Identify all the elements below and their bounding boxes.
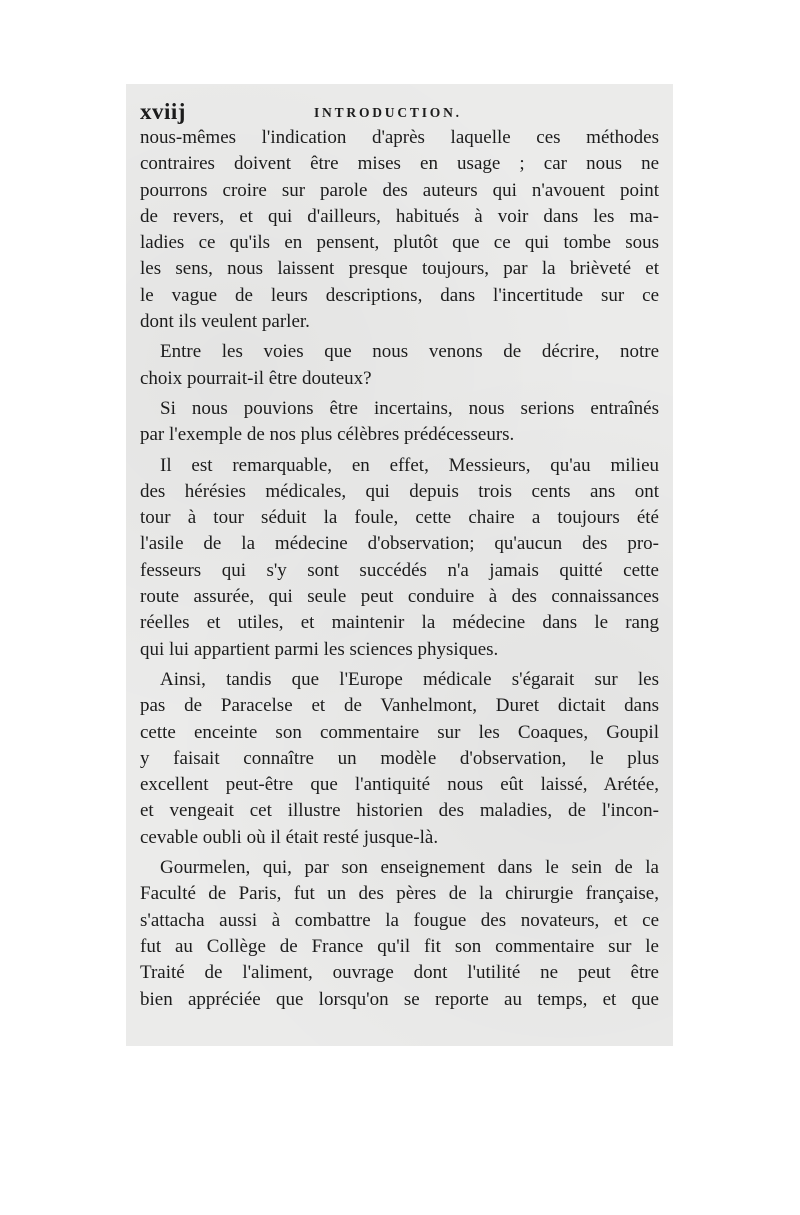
text-line: des hérésies médicales, qui depuis trois cents ans ont — [140, 480, 659, 502]
text-line: de revers, et qui d'ailleurs, habitués à voir dans les ma- — [140, 205, 659, 227]
text-line: Gourmelen, qui, par son enseignement dans le sein de la — [160, 857, 659, 879]
text-line: pourrons croire sur parole des auteurs qui n'avouent point — [140, 179, 659, 201]
text-line: bien appréciée que lorsqu'on se reporte au temps, et que — [140, 988, 659, 1010]
text-line: Ainsi, tandis que l'Europe médicale s'égarait sur les — [160, 668, 659, 690]
text-line: Faculté de Paris, fut un des pères de la chirurgie française, — [140, 883, 659, 905]
text-line: excellent peut-être que l'antiquité nous eût laissé, Arétée, — [140, 774, 659, 796]
text-line: ladies ce qu'ils en pensent, plutôt que ce qui tombe sous — [140, 232, 659, 254]
text-line: cevable oubli où il était resté jusque-là. — [140, 826, 439, 848]
text-line: et vengeait cet illustre historien des maladies, de l'incon- — [140, 800, 659, 822]
paragraph — [140, 855, 659, 1013]
page-number: xviij — [140, 99, 186, 124]
book-page — [126, 84, 673, 1046]
text-line: Traité de l'aliment, ouvrage dont l'utilité ne peut être — [140, 962, 659, 984]
paragraph — [140, 339, 659, 392]
text-line: l'asile de la médecine d'observation; qu'aucun des pro- — [140, 533, 659, 555]
paragraph — [140, 667, 659, 851]
text-line: contraires doivent être mises en usage ; car nous ne — [140, 153, 659, 175]
text-line: y faisait connaître un modèle d'observation, le plus — [140, 747, 659, 769]
body-text — [140, 125, 659, 1013]
running-head — [140, 101, 659, 125]
text-line: fut au Collège de France qu'il fit son commentaire sur le — [140, 935, 659, 957]
text-line: choix pourrait-il être douteux? — [140, 367, 372, 389]
text-line: par l'exemple de nos plus célèbres prédécesseurs. — [140, 424, 515, 446]
text-line: tour à tour séduit la foule, cette chaire a toujours été — [140, 507, 659, 529]
text-line: réelles et utiles, et maintenir la médecine dans le rang — [140, 612, 659, 634]
text-line: pas de Paracelse et de Vanhelmont, Duret dictait dans — [140, 695, 659, 717]
paragraph — [140, 125, 659, 335]
text-line: les sens, nous laissent presque toujours, par la brièveté et — [140, 258, 659, 280]
text-line: route assurée, qui seule peut conduire à des connaissances — [140, 586, 659, 608]
text-line: nous-mêmes l'indication d'après laquelle ces méthodes — [140, 127, 659, 148]
text-line: Entre les voies que nous venons de décrire, notre — [160, 341, 659, 363]
text-line: Il est remarquable, en effet, Messieurs, qu'au milieu — [160, 454, 659, 476]
running-title: INTRODUCTION. — [314, 105, 462, 120]
paragraph — [140, 453, 659, 663]
text-line: le vague de leurs descriptions, dans l'incertitude sur ce — [140, 284, 659, 306]
paragraph — [140, 396, 659, 449]
text-line: qui lui appartient parmi les sciences physiques. — [140, 638, 499, 660]
text-line: fesseurs qui s'y sont succédés n'a jamais quitté cette — [140, 559, 659, 581]
text-line: Si nous pouvions être incertains, nous serions entraînés — [160, 397, 659, 419]
text-line: dont ils veulent parler. — [140, 311, 310, 333]
text-line: cette enceinte son commentaire sur les Coaques, Goupil — [140, 721, 659, 743]
text-line: s'attacha aussi à combattre la fougue des novateurs, et ce — [140, 909, 659, 931]
